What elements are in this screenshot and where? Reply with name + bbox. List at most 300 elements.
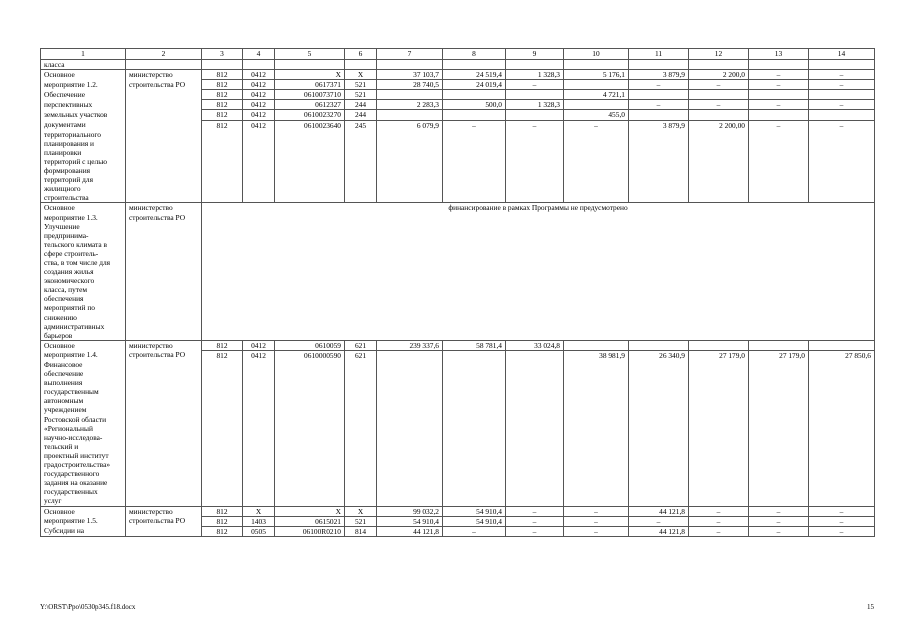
value-cell: 500,0 <box>443 100 506 110</box>
value-cell: – <box>506 80 564 90</box>
value-cell: 0610059 <box>275 340 345 350</box>
executor-cell <box>126 415 202 424</box>
value-cell: 0412 <box>243 80 275 90</box>
value-cell <box>629 469 689 478</box>
table-row <box>41 415 875 424</box>
value-cell: – <box>506 526 564 536</box>
value-cell <box>275 157 345 166</box>
value-cell: 812 <box>202 80 243 90</box>
value-cell <box>689 110 749 120</box>
measure-name-cell: Основное <box>41 203 126 213</box>
value-cell <box>564 451 629 460</box>
value-cell <box>629 184 689 193</box>
value-cell <box>202 469 243 478</box>
value-cell <box>564 415 629 424</box>
value-cell <box>243 157 275 166</box>
value-cell <box>564 487 629 496</box>
value-cell <box>243 166 275 175</box>
table-cell <box>202 213 875 222</box>
table-row <box>41 276 875 285</box>
value-cell <box>243 184 275 193</box>
value-cell <box>443 469 506 478</box>
value-cell: – <box>689 516 749 526</box>
value-cell: 812 <box>202 506 243 516</box>
value-cell <box>243 415 275 424</box>
value-cell <box>506 157 564 166</box>
value-cell <box>377 487 443 496</box>
value-cell: – <box>749 70 809 80</box>
measure-name-cell: территорий с целью <box>41 157 126 166</box>
value-cell <box>275 360 345 369</box>
value-cell <box>377 378 443 387</box>
value-cell <box>809 184 875 193</box>
executor-cell <box>126 378 202 387</box>
value-cell: 621 <box>345 340 377 350</box>
executor-cell <box>126 139 202 148</box>
value-cell <box>689 405 749 414</box>
measure-name-cell: «Региональный <box>41 424 126 433</box>
executor-cell: строительства РО <box>126 516 202 526</box>
executor-cell <box>126 487 202 496</box>
measure-name-cell: предпринима- <box>41 231 126 240</box>
value-cell: 0412 <box>243 70 275 80</box>
measure-name-cell: государственного <box>41 469 126 478</box>
value-cell <box>243 360 275 369</box>
value-cell <box>689 487 749 496</box>
value-cell <box>564 139 629 148</box>
value-cell <box>809 139 875 148</box>
value-cell <box>506 139 564 148</box>
column-header: 3 <box>202 49 243 60</box>
value-cell: – <box>689 80 749 90</box>
value-cell <box>275 369 345 378</box>
value-cell: 812 <box>202 350 243 360</box>
value-cell <box>749 442 809 451</box>
table-cell <box>202 60 243 70</box>
value-cell <box>689 460 749 469</box>
value-cell <box>443 387 506 396</box>
executor-cell <box>126 322 202 331</box>
value-cell: – <box>629 80 689 90</box>
value-cell: 812 <box>202 110 243 120</box>
executor-cell <box>126 460 202 469</box>
value-cell <box>243 424 275 433</box>
value-cell: 3 879,9 <box>629 70 689 80</box>
value-cell <box>345 460 377 469</box>
value-cell <box>506 451 564 460</box>
value-cell <box>202 387 243 396</box>
value-cell <box>377 130 443 139</box>
value-cell <box>202 369 243 378</box>
value-cell <box>689 387 749 396</box>
value-cell: 5 176,1 <box>564 70 629 80</box>
executor-cell <box>126 276 202 285</box>
value-cell: – <box>506 120 564 130</box>
measure-name-cell: снижению <box>41 313 126 322</box>
value-cell <box>564 130 629 139</box>
table-cell <box>202 294 875 303</box>
value-cell <box>345 184 377 193</box>
value-cell: – <box>749 80 809 90</box>
value-cell <box>443 415 506 424</box>
column-header: 1 <box>41 49 126 60</box>
value-cell <box>275 387 345 396</box>
table-row <box>41 213 875 222</box>
value-cell: – <box>564 516 629 526</box>
value-cell: 244 <box>345 110 377 120</box>
value-cell <box>749 405 809 414</box>
table-row <box>41 369 875 378</box>
executor-cell <box>126 157 202 166</box>
value-cell <box>506 148 564 157</box>
table-row <box>41 60 875 70</box>
executor-cell <box>126 387 202 396</box>
value-cell: 0412 <box>243 90 275 100</box>
value-cell: 27 179,0 <box>689 350 749 360</box>
column-header: 10 <box>564 49 629 60</box>
value-cell <box>749 130 809 139</box>
value-cell <box>506 193 564 203</box>
value-cell <box>506 130 564 139</box>
value-cell <box>749 478 809 487</box>
value-cell: 0615021 <box>275 516 345 526</box>
value-cell <box>689 496 749 506</box>
table-cell <box>809 60 875 70</box>
measure-name-cell: Основное <box>41 340 126 350</box>
value-cell <box>564 496 629 506</box>
value-cell <box>443 184 506 193</box>
table-row <box>41 139 875 148</box>
value-cell <box>809 90 875 100</box>
value-cell <box>243 369 275 378</box>
value-cell <box>809 340 875 350</box>
value-cell <box>689 433 749 442</box>
value-cell <box>749 496 809 506</box>
value-cell <box>629 451 689 460</box>
value-cell <box>809 130 875 139</box>
table-cell <box>202 322 875 331</box>
value-cell <box>809 360 875 369</box>
value-cell <box>377 405 443 414</box>
table-row <box>41 424 875 433</box>
value-cell: 44 121,8 <box>629 526 689 536</box>
value-cell <box>749 487 809 496</box>
value-cell <box>377 90 443 100</box>
value-cell <box>809 433 875 442</box>
column-header: 7 <box>377 49 443 60</box>
value-cell <box>629 90 689 100</box>
value-cell <box>629 396 689 405</box>
value-cell <box>345 496 377 506</box>
value-cell <box>749 424 809 433</box>
table-row <box>41 516 875 526</box>
value-cell: 0610073710 <box>275 90 345 100</box>
value-cell <box>443 350 506 360</box>
value-cell <box>443 193 506 203</box>
executor-cell <box>126 90 202 100</box>
value-cell <box>377 451 443 460</box>
measure-name-cell: перспективных <box>41 100 126 110</box>
value-cell <box>377 360 443 369</box>
measure-name-cell: барьеров <box>41 331 126 341</box>
value-cell <box>809 110 875 120</box>
executor-cell <box>126 222 202 231</box>
value-cell <box>345 487 377 496</box>
value-cell <box>629 360 689 369</box>
table-row <box>41 378 875 387</box>
value-cell <box>689 130 749 139</box>
value-cell: 0612327 <box>275 100 345 110</box>
value-cell <box>345 166 377 175</box>
value-cell: 6 079,9 <box>377 120 443 130</box>
value-cell <box>202 405 243 414</box>
value-cell <box>689 360 749 369</box>
measure-name-cell: Улучшение <box>41 222 126 231</box>
measure-name-cell: Ростовской области <box>41 415 126 424</box>
value-cell <box>749 451 809 460</box>
value-cell: 2 200,00 <box>689 120 749 130</box>
value-cell <box>345 433 377 442</box>
value-cell <box>202 139 243 148</box>
value-cell: – <box>809 516 875 526</box>
value-cell <box>629 387 689 396</box>
value-cell <box>345 415 377 424</box>
value-cell <box>202 396 243 405</box>
value-cell <box>202 424 243 433</box>
value-cell <box>629 433 689 442</box>
value-cell: 244 <box>345 100 377 110</box>
value-cell <box>377 175 443 184</box>
value-cell <box>809 369 875 378</box>
value-cell: 0610023270 <box>275 110 345 120</box>
table-cell <box>202 303 875 312</box>
value-cell <box>202 193 243 203</box>
table-cell <box>243 60 275 70</box>
value-cell <box>506 360 564 369</box>
value-cell <box>243 451 275 460</box>
table-cell <box>202 331 875 341</box>
value-cell <box>345 469 377 478</box>
value-cell <box>345 424 377 433</box>
measure-name-cell: услуг <box>41 496 126 506</box>
value-cell <box>345 148 377 157</box>
table-row <box>41 222 875 231</box>
value-cell <box>564 193 629 203</box>
value-cell: 812 <box>202 340 243 350</box>
value-cell: – <box>809 80 875 90</box>
measure-name-cell: планирования и <box>41 139 126 148</box>
value-cell <box>506 442 564 451</box>
value-cell <box>689 148 749 157</box>
executor-cell <box>126 294 202 303</box>
value-cell <box>749 396 809 405</box>
executor-cell <box>126 396 202 405</box>
value-cell <box>443 378 506 387</box>
value-cell <box>629 460 689 469</box>
value-cell <box>564 387 629 396</box>
value-cell <box>629 148 689 157</box>
value-cell: 24 519,4 <box>443 70 506 80</box>
value-cell <box>749 110 809 120</box>
table-cell <box>564 60 629 70</box>
value-cell <box>243 496 275 506</box>
value-cell <box>749 360 809 369</box>
value-cell: 2 283,3 <box>377 100 443 110</box>
value-cell <box>243 378 275 387</box>
value-cell <box>275 396 345 405</box>
value-cell: 812 <box>202 90 243 100</box>
value-cell <box>629 405 689 414</box>
value-cell <box>749 433 809 442</box>
value-cell <box>243 193 275 203</box>
value-cell <box>506 487 564 496</box>
value-cell <box>506 405 564 414</box>
value-cell: 0610000590 <box>275 350 345 360</box>
value-cell <box>275 442 345 451</box>
value-cell <box>689 469 749 478</box>
table-cell <box>275 60 345 70</box>
table-cell <box>202 222 875 231</box>
value-cell <box>506 90 564 100</box>
column-header: 9 <box>506 49 564 60</box>
value-cell <box>243 387 275 396</box>
table-row <box>41 240 875 249</box>
value-cell <box>345 193 377 203</box>
executor-cell <box>126 424 202 433</box>
table-cell <box>749 60 809 70</box>
value-cell <box>377 387 443 396</box>
value-cell <box>243 175 275 184</box>
value-cell: 812 <box>202 526 243 536</box>
value-cell: 2 200,0 <box>689 70 749 80</box>
measure-name-cell: формирования <box>41 166 126 175</box>
value-cell <box>506 175 564 184</box>
measure-name-cell: жилищного <box>41 184 126 193</box>
value-cell: – <box>564 526 629 536</box>
table-row <box>41 166 875 175</box>
value-cell <box>564 369 629 378</box>
executor-cell <box>126 285 202 294</box>
value-cell <box>689 478 749 487</box>
table-row <box>41 360 875 369</box>
executor-cell <box>126 478 202 487</box>
value-cell <box>202 451 243 460</box>
executor-cell <box>126 130 202 139</box>
executor-cell <box>126 369 202 378</box>
measure-name-cell: территорий для <box>41 175 126 184</box>
value-cell <box>275 478 345 487</box>
table-cell <box>629 60 689 70</box>
value-cell <box>345 175 377 184</box>
value-cell <box>689 184 749 193</box>
value-cell: 58 781,4 <box>443 340 506 350</box>
value-cell <box>629 478 689 487</box>
measure-name-cell: мероприятий по <box>41 303 126 312</box>
value-cell: 44 121,8 <box>377 526 443 536</box>
executor-cell <box>126 258 202 267</box>
value-cell <box>506 369 564 378</box>
value-cell: 1403 <box>243 516 275 526</box>
table-cell <box>202 258 875 267</box>
value-cell <box>345 369 377 378</box>
executor-cell <box>126 331 202 341</box>
value-cell <box>443 442 506 451</box>
value-cell <box>377 433 443 442</box>
measure-name-cell: документами <box>41 120 126 130</box>
value-cell <box>689 369 749 378</box>
value-cell <box>809 460 875 469</box>
value-cell <box>443 433 506 442</box>
table-cell <box>506 60 564 70</box>
measure-name-cell: земельных участков <box>41 110 126 120</box>
value-cell <box>749 184 809 193</box>
measure-name-cell: мероприятие 1.3. <box>41 213 126 222</box>
value-cell <box>345 378 377 387</box>
measure-name-cell: ства, в том числе для <box>41 258 126 267</box>
value-cell <box>629 415 689 424</box>
column-header: 2 <box>126 49 202 60</box>
value-cell <box>275 487 345 496</box>
table-row <box>41 451 875 460</box>
value-cell: 521 <box>345 90 377 100</box>
measure-name-cell: строительства <box>41 193 126 203</box>
value-cell <box>809 166 875 175</box>
executor-cell <box>126 267 202 276</box>
value-cell <box>689 166 749 175</box>
value-cell <box>345 451 377 460</box>
value-cell <box>749 157 809 166</box>
value-cell: 245 <box>345 120 377 130</box>
table-row <box>41 294 875 303</box>
value-cell <box>689 415 749 424</box>
measure-name-cell: государственным <box>41 387 126 396</box>
value-cell <box>345 442 377 451</box>
value-cell: – <box>689 506 749 516</box>
value-cell: Х <box>243 506 275 516</box>
table-cell <box>377 60 443 70</box>
value-cell <box>629 175 689 184</box>
value-cell: 33 024,8 <box>506 340 564 350</box>
table-row <box>41 120 875 130</box>
value-cell <box>443 369 506 378</box>
table-row <box>41 175 875 184</box>
value-cell <box>243 130 275 139</box>
measure-name-cell: государственных <box>41 487 126 496</box>
value-cell <box>809 396 875 405</box>
table-row <box>41 496 875 506</box>
value-cell <box>243 139 275 148</box>
value-cell: 54 910,4 <box>443 506 506 516</box>
executor-cell <box>126 249 202 258</box>
value-cell <box>506 460 564 469</box>
value-cell: – <box>443 120 506 130</box>
file-path-footer: Y:\ORST\Ppo\0530p345.f18.docx <box>40 603 136 611</box>
measure-name-cell: планировки <box>41 148 126 157</box>
table-row <box>41 387 875 396</box>
value-cell <box>809 193 875 203</box>
value-cell <box>275 148 345 157</box>
measure-name-cell: тельский и <box>41 442 126 451</box>
value-cell <box>243 478 275 487</box>
measure-name-cell: Основное <box>41 506 126 516</box>
column-header: 4 <box>243 49 275 60</box>
measure-name-cell: сфере строитель- <box>41 249 126 258</box>
table-row <box>41 460 875 469</box>
measure-name-cell: Финансовое <box>41 360 126 369</box>
value-cell: – <box>443 526 506 536</box>
value-cell <box>275 139 345 148</box>
column-header: 5 <box>275 49 345 60</box>
